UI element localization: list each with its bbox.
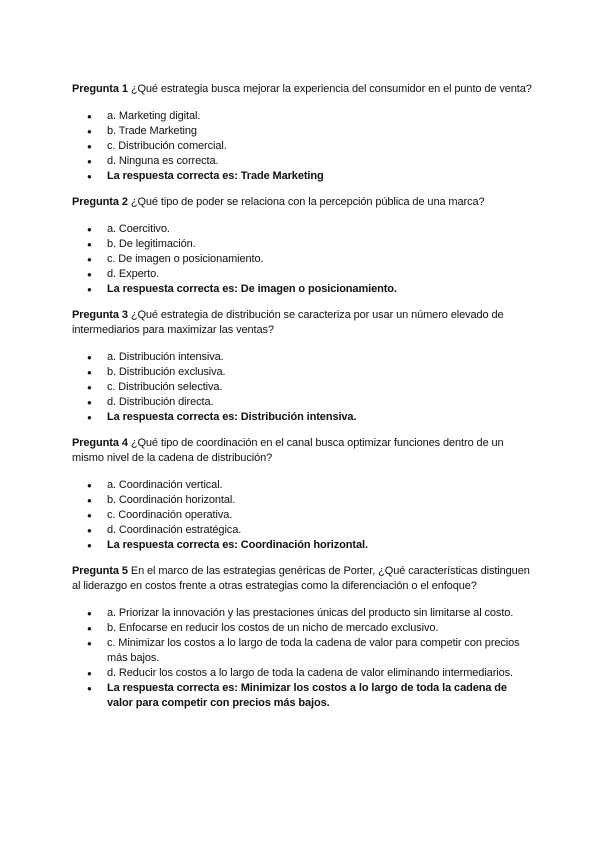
question-3-prompt: ¿Qué estrategia de distribución se caracteriza por usar un número elevado de intermediarios para maximizar las ventas? [72,309,504,336]
question-2-label: Pregunta 2 [72,196,128,208]
correct-answer: ● La respuesta correcta es: Coordinación horizontal. [72,538,532,553]
option-item: ● c. Minimizar los costos a lo largo de toda la cadena de valor para competir con precios más bajos. [72,636,532,666]
question-1-text [72,82,532,97]
question-4-prompt: ¿Qué tipo de coordinación en el canal busca optimizar funciones dentro de un mismo nivel de la cadena de distribución? [72,437,504,464]
correct-answer: ● La respuesta correcta es: Minimizar los costos a lo largo de toda la cadena de valor para competir con precios más bajos. [72,681,532,711]
question-5-prompt: En el marco de las estrategias genéricas de Porter, ¿Qué características distinguen al liderazgo en costos frente a otras estrategias como la diferenciación o el enfoque? [72,565,530,592]
option-item: ● a. Coordinación vertical. [72,478,532,493]
question-5-label: Pregunta 5 [72,565,128,577]
question-1-options [72,109,532,184]
option-item: ● a. Coercitivo. [72,222,532,237]
option-item: ● d. Distribución directa. [72,395,532,410]
option-item: ● b. Trade Marketing [72,124,532,139]
option-item: ● b. Enfocarse en reducir los costos de un nicho de mercado exclusivo. [72,621,532,636]
option-item: ● c. Distribución selectiva. [72,380,532,395]
question-4 [72,436,532,553]
option-item: ● a. Marketing digital. [72,109,532,124]
option-item: ● d. Reducir los costos a lo largo de toda la cadena de valor eliminando intermediarios. [72,666,532,681]
option-item: ● d. Coordinación estratégica. [72,523,532,538]
question-1-label: Pregunta 1 [72,83,128,95]
question-3-options [72,350,532,425]
question-3-label: Pregunta 3 [72,309,128,321]
question-2-options [72,222,532,297]
question-2 [72,195,532,297]
option-item: ● d. Experto. [72,267,532,282]
question-1 [72,82,532,184]
question-3-text [72,308,532,338]
question-4-text [72,436,532,466]
option-item: ● b. Distribución exclusiva. [72,365,532,380]
question-1-prompt: ¿Qué estrategia busca mejorar la experiencia del consumidor en el punto de venta? [130,83,532,95]
option-item: ● a. Distribución intensiva. [72,350,532,365]
option-item: ● a. Priorizar la innovación y las prestaciones únicas del producto sin limitarse al costo. [72,606,532,621]
question-5-text [72,564,532,594]
question-3 [72,308,532,425]
question-5 [72,564,532,711]
question-2-text [72,195,532,210]
question-2-prompt: ¿Qué tipo de poder se relaciona con la percepción pública de una marca? [130,196,485,208]
correct-answer: ● La respuesta correcta es: Trade Marketing [72,169,532,184]
correct-answer: ● La respuesta correcta es: De imagen o posicionamiento. [72,282,532,297]
option-item: ● d. Ninguna es correcta. [72,154,532,169]
question-5-options [72,606,532,711]
correct-answer: ● La respuesta correcta es: Distribución intensiva. [72,410,532,425]
question-4-options [72,478,532,553]
option-item: ● b. De legitimación. [72,237,532,252]
option-item: ● c. Distribución comercial. [72,139,532,154]
question-4-label: Pregunta 4 [72,437,128,449]
quiz-document [72,82,532,722]
option-item: ● b. Coordinación horizontal. [72,493,532,508]
option-item: ● c. Coordinación operativa. [72,508,532,523]
option-item: ● c. De imagen o posicionamiento. [72,252,532,267]
